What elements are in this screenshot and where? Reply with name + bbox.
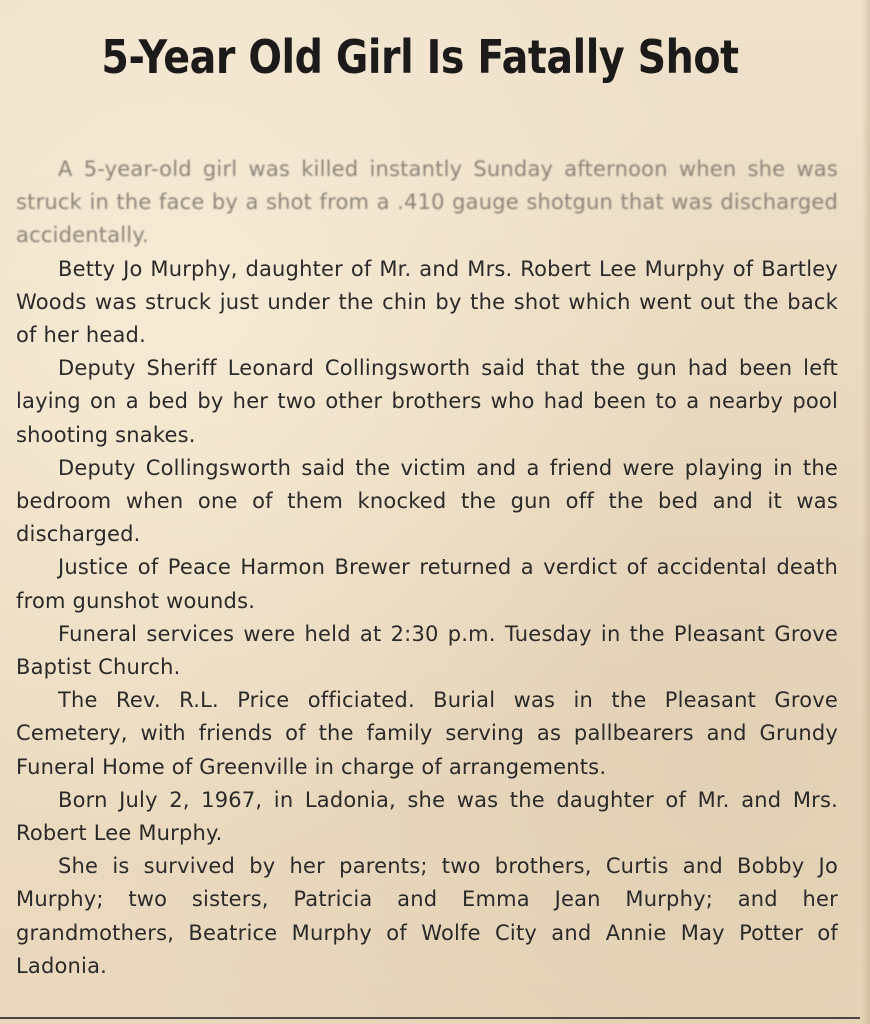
bottom-rule bbox=[0, 1017, 860, 1019]
headline: 5-Year Old Girl Is Fatally Shot bbox=[101, 30, 739, 84]
paper-edge bbox=[862, 0, 870, 1024]
paragraph-lead: A 5-year-old girl was killed instantly Sunday afternoon when she was struck in the face by a shot from a .410 gauge shotgun that was discharged accidentally. bbox=[16, 157, 838, 248]
paragraph-incident: Deputy Collingsworth said the victim and a friend were playing in the bedroom when one of them knocked the gun off the bed and it was discharged. bbox=[16, 455, 838, 547]
paragraph-verdict: Justice of Peace Harmon Brewer returned a verdict of accidental death from gunshot wounds. bbox=[16, 555, 838, 613]
paragraph-survivors: She is survived by her parents; two brothers, Curtis and Bobby Jo Murphy; two sisters, Patricia and Emma Jean Murphy; and her grandmothers, Beatrice Murphy of Wolfe City and Annie May Potter of Ladonia. bbox=[16, 854, 838, 978]
paragraph-birth: Born July 2, 1967, in Ladonia, she was the daughter of Mr. and Mrs. Robert Lee Murphy. bbox=[16, 787, 838, 846]
paragraph-funeral: Funeral services were held at 2:30 p.m. Tuesday in the Pleasant Grove Baptist Church. bbox=[16, 621, 838, 680]
paragraph-deputy-statement: Deputy Sheriff Leonard Collingsworth said that the gun had been left laying on a bed by her two other brothers who had been to a nearby pool shooting snakes. bbox=[16, 356, 838, 447]
paragraph-burial: The Rev. R.L. Price officiated. Burial was in the Pleasant Grove Cemetery, with friends of the family serving as pallbearers and Grundy Funeral Home of Greenville in charge of arrangements. bbox=[16, 688, 838, 779]
article-body bbox=[16, 153, 838, 983]
paragraph-victim: Betty Jo Murphy, daughter of Mr. and Mrs. Robert Lee Murphy of Bartley Woods was struck just under the chin by the shot which went out the back of her head. bbox=[16, 256, 838, 348]
